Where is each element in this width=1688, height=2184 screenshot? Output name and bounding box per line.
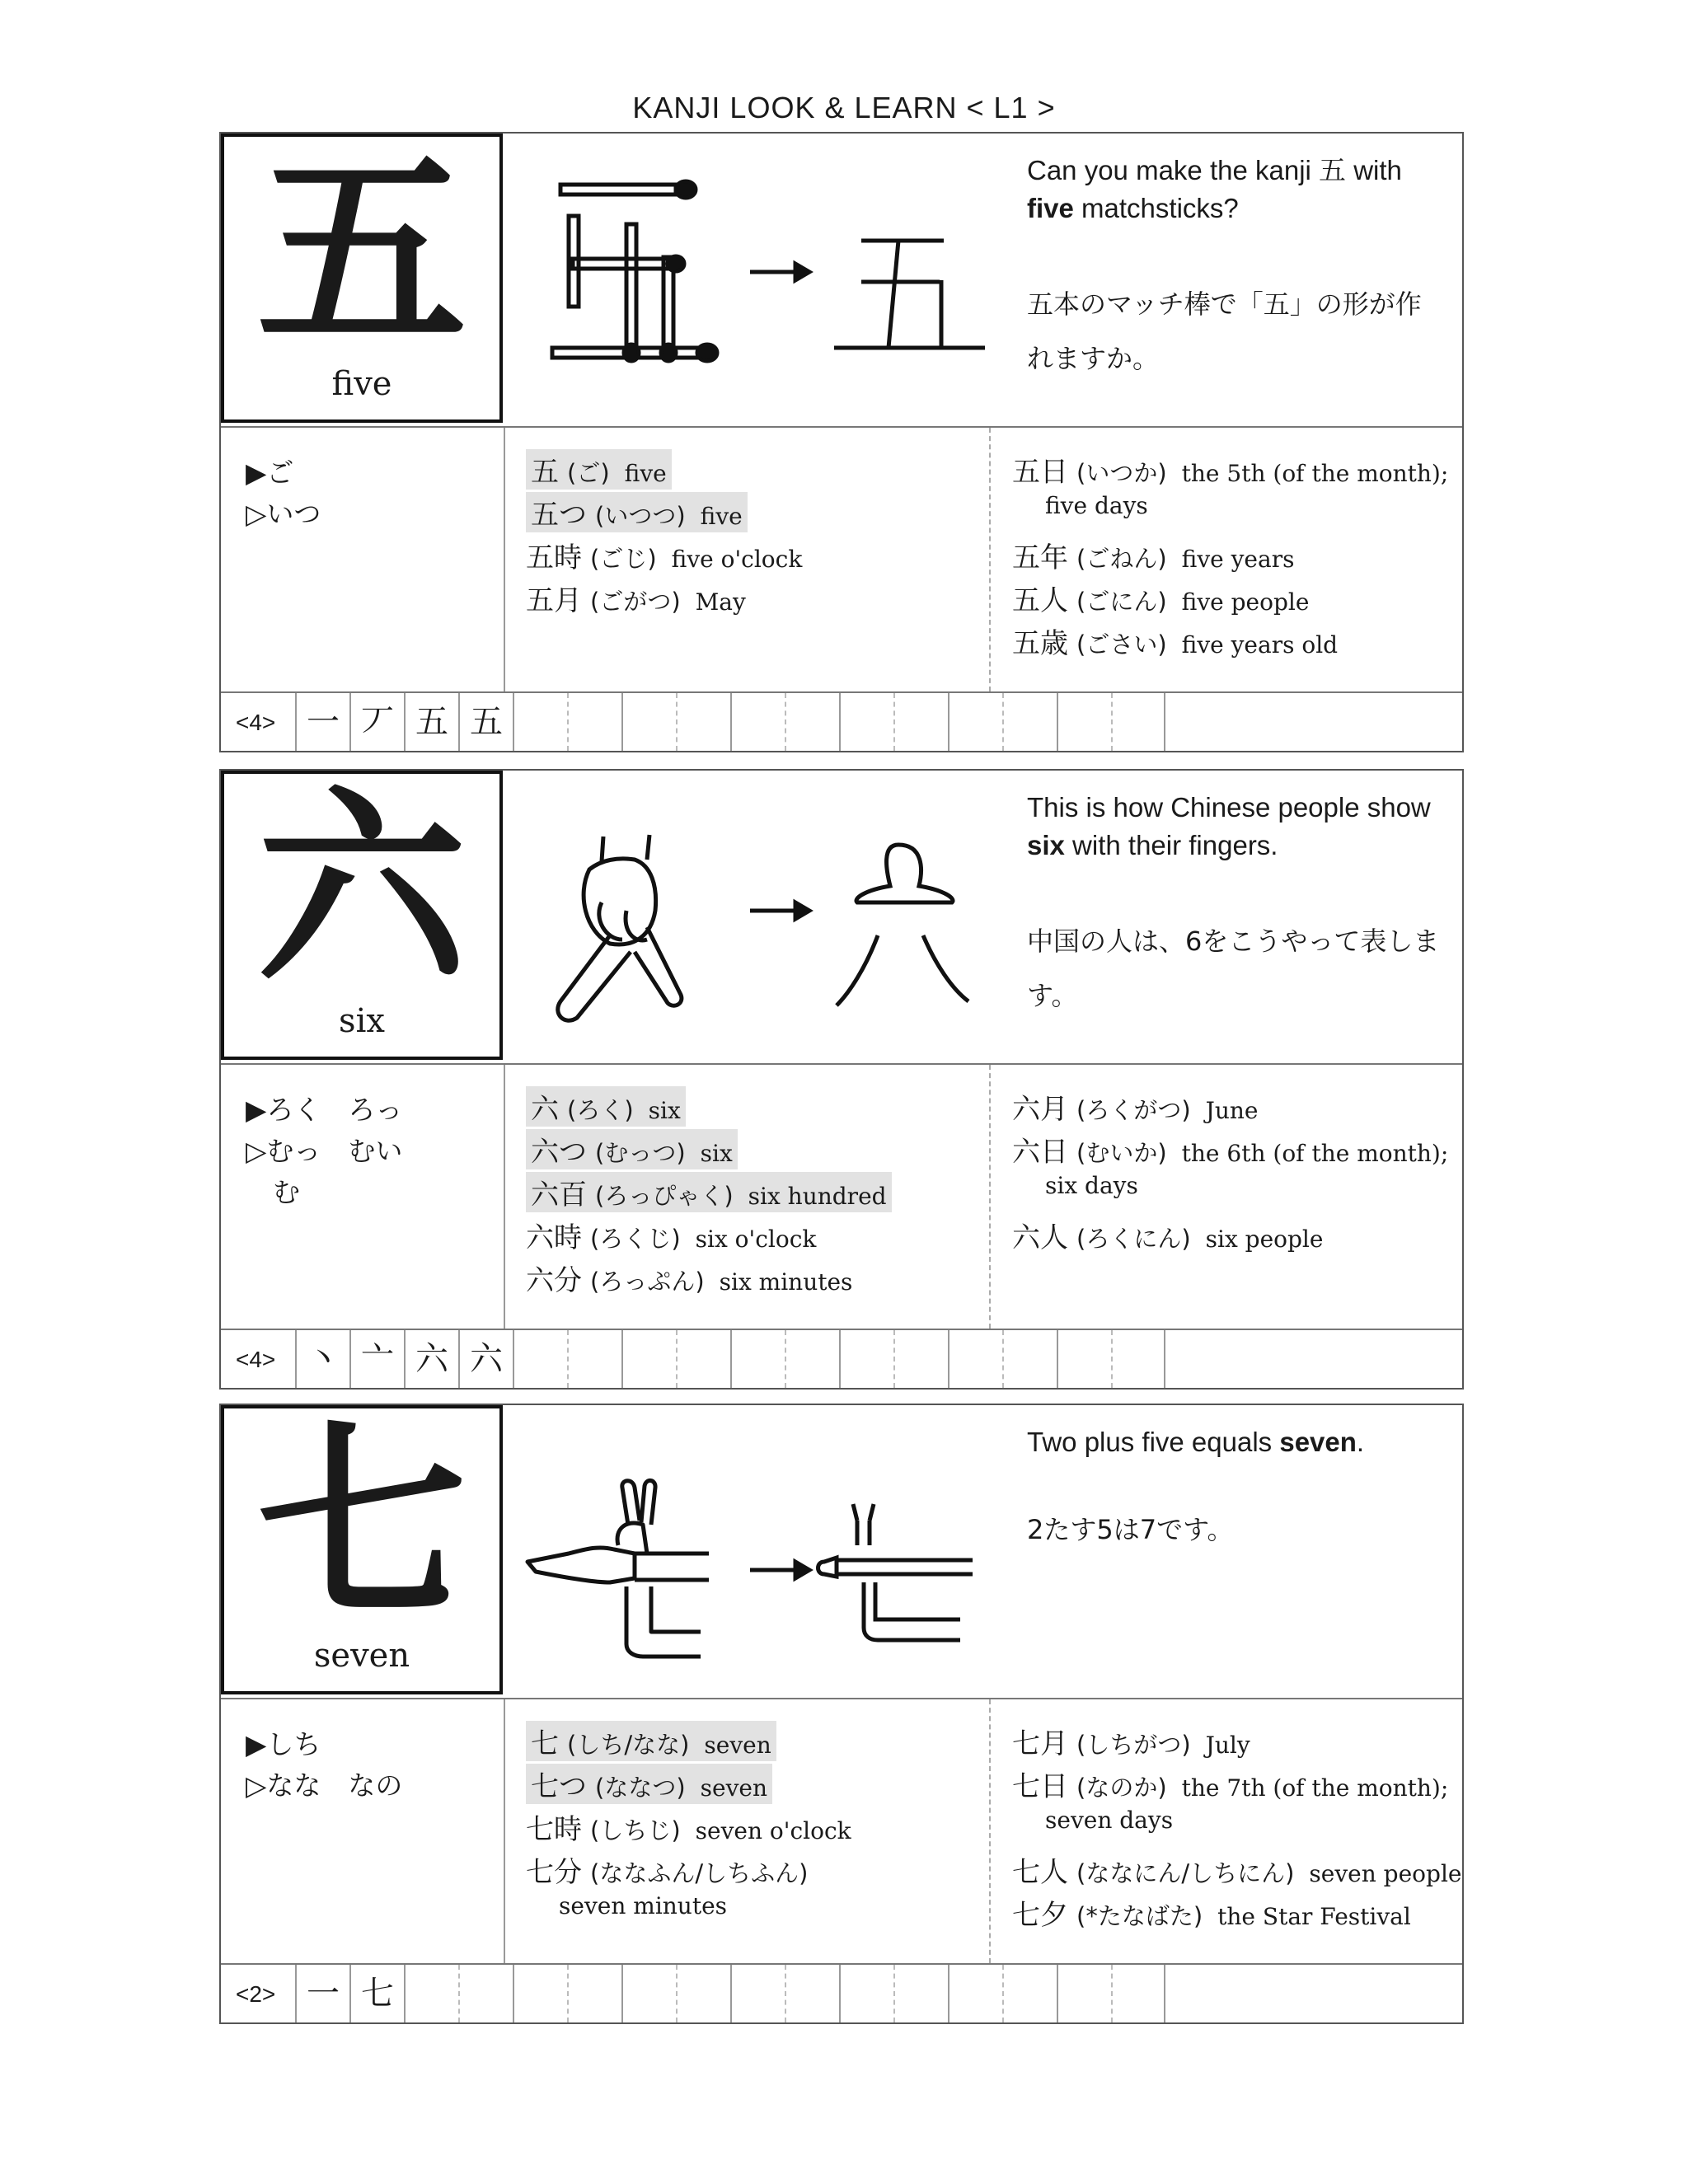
vocab-item: 五つ (いつつ) five xyxy=(526,492,802,535)
kanji-box xyxy=(221,131,503,423)
reading-kun: ▷なな なの xyxy=(246,1769,403,1802)
stroke-cell: 六 xyxy=(404,1330,458,1388)
vocab-item: 七つ (ななつ) seven xyxy=(526,1764,851,1807)
stroke-count: <4> xyxy=(236,1347,276,1372)
vocab-item: 七月 (しちがつ) July xyxy=(1012,1727,1250,1760)
vocab-list-left xyxy=(526,449,802,621)
vocab-item: 七分 (ななふん/しちふん) xyxy=(526,1856,809,1889)
vocab-list-left xyxy=(526,1086,892,1301)
stroke-cell: 丆 xyxy=(349,693,404,751)
vocab-item: 六つ (むっつ) six xyxy=(526,1129,892,1172)
vocab-item: 六日 (むいか) the 6th (of the month); xyxy=(1012,1136,1449,1169)
reading-on: ▶ご xyxy=(246,457,294,489)
explanation-en-1: Two plus five equals xyxy=(1027,1427,1273,1457)
vocab-item: 七 (しち/なな) seven xyxy=(526,1721,851,1764)
stroke-grid xyxy=(295,693,1165,751)
stroke-cell: 一 xyxy=(295,693,349,751)
explanation-en-bold: seven xyxy=(1279,1427,1357,1457)
vocab-item: 六時 (ろくじ) six o'clock xyxy=(526,1221,817,1254)
vocab-item: 五月 (ごがつ) May xyxy=(526,584,746,617)
reading-kun: む xyxy=(246,1176,300,1208)
explanation-en-1: This is how Chinese people show xyxy=(1027,792,1431,823)
kanji-character: 七 xyxy=(256,1403,467,1647)
explanation-en-2: matchsticks? xyxy=(1081,193,1239,223)
stroke-count: <2> xyxy=(236,1981,276,2007)
kanji-box xyxy=(221,768,503,1060)
kanji-card-six xyxy=(219,769,1464,1390)
explanation-en-bold: six xyxy=(1027,830,1065,860)
stroke-order xyxy=(221,693,1462,751)
kanji-card-seven xyxy=(219,1404,1464,2024)
vocab-list-right xyxy=(1012,1086,1448,1258)
vocab-item: 五年 (ごねん) five years xyxy=(1012,541,1295,574)
stroke-cell: 七 xyxy=(349,1965,404,2022)
explanation-en-2: . xyxy=(1356,1427,1365,1457)
matchstick-illustration xyxy=(511,150,1039,405)
kanji-box xyxy=(221,1405,503,1694)
vocab-item: 六人 (ろくにん) six people xyxy=(1012,1221,1324,1254)
vocab-list-right xyxy=(1012,1721,1461,1935)
reading-on: ▶ろく ろっ xyxy=(246,1094,403,1126)
readings xyxy=(246,1090,402,1213)
vocab-item: 七時 (しちじ) seven o'clock xyxy=(526,1813,851,1846)
stroke-grid xyxy=(295,1330,1165,1388)
explanation-en-2: with their fingers. xyxy=(1072,830,1278,860)
page-title: KANJI LOOK & LEARN < L1 > xyxy=(632,91,1056,124)
fingers-illustration xyxy=(511,787,1039,1043)
stroke-cell: 一 xyxy=(295,1965,349,2022)
vocab-item: 六分 (ろっぷん) six minutes xyxy=(526,1264,853,1297)
readings xyxy=(246,1724,402,1807)
vocab-item: seven minutes xyxy=(559,1892,728,1919)
reading-kun: ▷いつ xyxy=(246,498,321,530)
vocab-item: 七夕 (*たなばた) the Star Festival xyxy=(1012,1899,1411,1932)
vocab-item: 七日 (なのか) the 7th (of the month); xyxy=(1012,1770,1449,1803)
vocab-item: seven days xyxy=(1045,1807,1174,1834)
vocab-item: five days xyxy=(1045,492,1148,519)
vocab-item: 六月 (ろくがつ) June xyxy=(1012,1093,1259,1126)
explanation-ja: 五本のマッチ棒で「五」の形が作れますか。 xyxy=(1027,288,1422,374)
readings xyxy=(246,452,321,535)
stroke-cell: 五 xyxy=(404,693,458,751)
vocab-item: 五歳 (ごさい) five years old xyxy=(1012,627,1339,660)
explanation-ja: 2たす5は7です。 xyxy=(1027,1514,1234,1545)
vocab-item: 五 (ご) five xyxy=(526,449,802,492)
kanji-character: 六 xyxy=(256,768,467,1013)
vocab-item: 五日 (いつか) the 5th (of the month); xyxy=(1012,456,1449,489)
vocab-item: 六百 (ろっぴゃく) six hundred xyxy=(526,1172,892,1215)
kanji-character: 五 xyxy=(256,131,467,376)
stroke-cell: 五 xyxy=(458,693,513,751)
stroke-cell: 六 xyxy=(458,1330,513,1388)
vocab-item: 六 (ろく) six xyxy=(526,1086,892,1129)
kanji-meaning: six xyxy=(339,1002,385,1040)
stroke-count: <4> xyxy=(236,710,276,735)
hands-illustration xyxy=(511,1422,1039,1677)
explanation-ja: 中国の人は、6をこうやって表します。 xyxy=(1027,926,1440,1011)
vocab-item: 五人 (ごにん) five people xyxy=(1012,584,1310,617)
explanation-en-1: Can you make the kanji 五 with xyxy=(1027,155,1402,185)
stroke-cell: 亠 xyxy=(349,1330,404,1388)
stroke-cell: 丶 xyxy=(295,1330,349,1388)
vocab-list-right xyxy=(1012,449,1448,663)
vocab-item: 七人 (ななにん/しちにん) seven people xyxy=(1012,1856,1462,1889)
kanji-meaning: five xyxy=(331,365,392,403)
explanation-en-bold: five xyxy=(1027,193,1074,223)
vocab-item: six days xyxy=(1045,1172,1138,1199)
reading-kun: ▷むっ むい xyxy=(246,1135,403,1167)
vocab-list-left xyxy=(526,1721,851,1935)
kanji-meaning: seven xyxy=(313,1637,410,1675)
stroke-order xyxy=(221,1965,1462,2022)
stroke-order xyxy=(221,1330,1462,1388)
vocab-item: 五時 (ごじ) five o'clock xyxy=(526,541,803,574)
kanji-card-five xyxy=(219,132,1464,752)
stroke-grid xyxy=(295,1965,1165,2022)
explanation xyxy=(1027,1423,1447,1557)
explanation xyxy=(1027,789,1447,1023)
reading-on: ▶しち xyxy=(246,1728,321,1760)
explanation xyxy=(1027,152,1447,386)
